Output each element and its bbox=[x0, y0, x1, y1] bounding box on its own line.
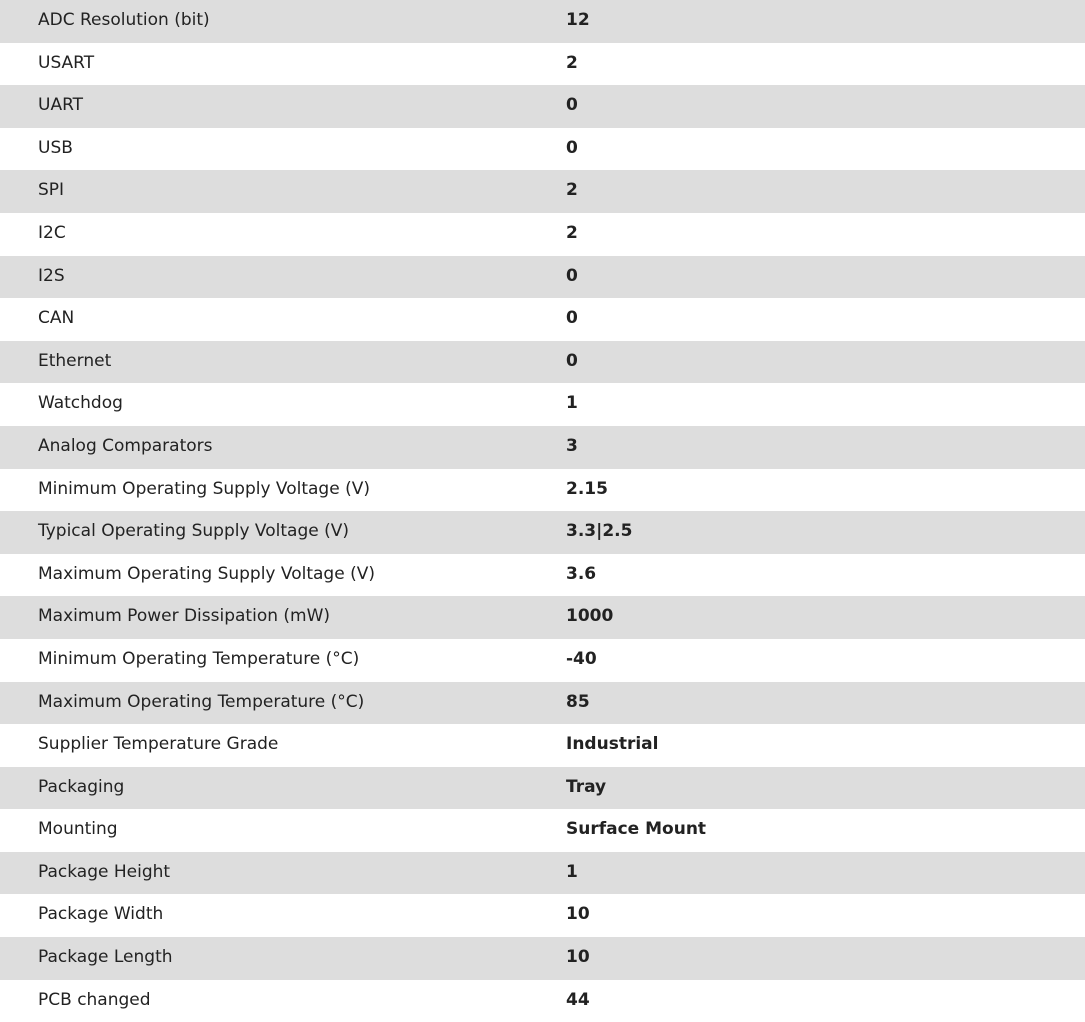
spec-label: UART bbox=[38, 95, 84, 116]
spec-label: Minimum Operating Supply Voltage (V) bbox=[38, 478, 370, 499]
spec-label: Packaging bbox=[38, 776, 125, 797]
spec-value: 2 bbox=[566, 52, 578, 73]
spec-label: ADC Resolution (bit) bbox=[38, 10, 210, 30]
spec-value: Tray bbox=[566, 776, 607, 797]
spec-value: 0 bbox=[566, 265, 578, 286]
spec-label: Typical Operating Supply Voltage (V) bbox=[38, 521, 349, 542]
spec-row-max-operating-temperature bbox=[0, 682, 1085, 725]
spec-value: 0 bbox=[566, 95, 578, 116]
spec-label: Supplier Temperature Grade bbox=[38, 734, 279, 755]
spec-value: 2 bbox=[566, 180, 578, 201]
spec-value: 2 bbox=[566, 222, 578, 243]
spec-value: 1 bbox=[566, 393, 578, 414]
spec-value: 85 bbox=[566, 691, 590, 712]
spec-row-i2s bbox=[0, 256, 1085, 299]
spec-row-package-height bbox=[0, 852, 1085, 895]
spec-row-temperature-grade bbox=[0, 724, 1085, 767]
spec-value: -40 bbox=[566, 648, 597, 669]
spec-label: Package Width bbox=[38, 904, 164, 925]
spec-row-max-supply-voltage bbox=[0, 554, 1085, 597]
spec-label: Package Height bbox=[38, 861, 171, 882]
spec-value: 0 bbox=[566, 308, 578, 329]
spec-value: 44 bbox=[566, 989, 590, 1010]
spec-row-adc-resolution bbox=[0, 0, 1085, 43]
spec-row-typical-supply-voltage bbox=[0, 511, 1085, 554]
spec-value: 10 bbox=[566, 904, 590, 925]
spec-row-mounting bbox=[0, 809, 1085, 852]
spec-label: Ethernet bbox=[38, 350, 112, 371]
spec-value: 3 bbox=[566, 435, 578, 456]
spec-label: Analog Comparators bbox=[38, 435, 213, 456]
spec-label: USB bbox=[38, 137, 73, 158]
spec-label: I2S bbox=[38, 265, 65, 286]
spec-label: Mounting bbox=[38, 819, 118, 840]
spec-label: Maximum Operating Supply Voltage (V) bbox=[38, 563, 375, 584]
spec-row-uart bbox=[0, 85, 1085, 128]
spec-label: I2C bbox=[38, 222, 66, 243]
spec-value: 0 bbox=[566, 137, 578, 158]
spec-value: 10 bbox=[566, 947, 590, 968]
spec-row-watchdog bbox=[0, 383, 1085, 426]
spec-row-usart bbox=[0, 43, 1085, 86]
spec-value: Surface Mount bbox=[566, 819, 707, 840]
spec-value: Industrial bbox=[566, 734, 659, 755]
spec-value: 1000 bbox=[566, 606, 614, 627]
spec-value: 3.3|2.5 bbox=[566, 521, 633, 542]
spec-value: 12 bbox=[566, 10, 590, 30]
spec-row-package-width bbox=[0, 894, 1085, 937]
spec-row-can bbox=[0, 298, 1085, 341]
spec-row-spi bbox=[0, 170, 1085, 213]
spec-value: 1 bbox=[566, 861, 578, 882]
spec-row-usb bbox=[0, 128, 1085, 171]
spec-row-i2c bbox=[0, 213, 1085, 256]
spec-row-packaging bbox=[0, 767, 1085, 810]
spec-label: Maximum Power Dissipation (mW) bbox=[38, 606, 331, 627]
spec-label: CAN bbox=[38, 308, 75, 329]
spec-row-analog-comparators bbox=[0, 426, 1085, 469]
spec-label: Watchdog bbox=[38, 393, 123, 414]
spec-row-package-length bbox=[0, 937, 1085, 980]
spec-label: SPI bbox=[38, 180, 65, 201]
spec-label: Minimum Operating Temperature (°C) bbox=[38, 648, 360, 669]
spec-label: PCB changed bbox=[38, 989, 151, 1010]
spec-label: Maximum Operating Temperature (°C) bbox=[38, 691, 365, 712]
spec-label: Package Length bbox=[38, 947, 173, 968]
spec-label: USART bbox=[38, 52, 95, 73]
spec-row-min-operating-temperature bbox=[0, 639, 1085, 682]
spec-value: 2.15 bbox=[566, 478, 608, 499]
spec-value: 0 bbox=[566, 350, 578, 371]
spec-row-min-supply-voltage bbox=[0, 469, 1085, 512]
spec-row-max-power-dissipation bbox=[0, 596, 1085, 639]
spec-value: 3.6 bbox=[566, 563, 597, 584]
spec-row-ethernet bbox=[0, 341, 1085, 384]
